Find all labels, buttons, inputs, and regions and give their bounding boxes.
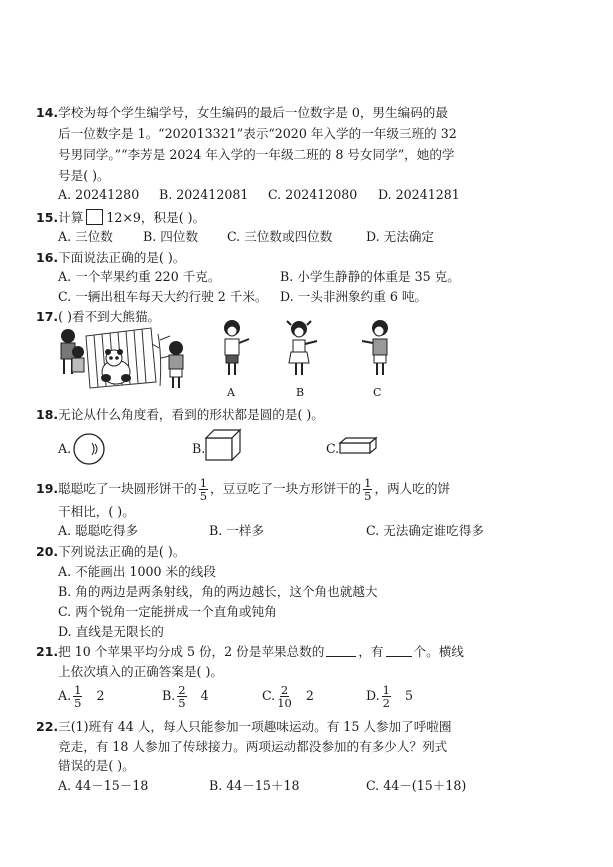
q19-option-b[interactable]: B. 一样多 [209,523,265,538]
q14-number: 14. [36,105,59,120]
q14-line3: 号男同学。”“李芳是 2024 年入学的一年级二班的 8 号女同学”，她的学 [58,147,455,162]
q22-option-a[interactable]: A. 44－15－18 [58,778,149,793]
q14-option-d[interactable]: D. 20241281 [378,187,460,202]
q14-option-c[interactable]: C. 202412080 [268,187,358,202]
q16-number: 16. [36,250,59,265]
q17-label-a: A [227,386,235,399]
q22-option-b[interactable]: B. 44－15＋18 [209,778,300,793]
q19-line1: 19.聪聪吃了一块圆形饼干的 $\frac{1}{5}$ ，豆豆吃了一块方形饼干的 $\frac{1}{5}$ ，两人吃的饼 [36,476,451,503]
fraction-one-fifth: $\frac{1}{5}$ [199,476,208,503]
fraction-one-fifth: $\frac{1}{5}$ [364,476,372,503]
q20-option-c[interactable]: C. 两个锐角一定能拼成一个直角或钝角 [58,604,277,619]
q22-number: 22. [36,719,59,734]
q14-line1: 14.学校为每个学生编学号，女生编码的最后一位数字是 0，男生编码的最 [36,105,448,120]
q18-number: 18. [36,407,59,422]
fraction: $\frac{2}{5}$ [178,683,186,710]
q20-number: 20. [36,544,59,559]
q17-label-c: C [373,386,382,399]
q20-option-d[interactable]: D. 直线是无限长的 [58,624,164,639]
child-a-illustration [212,319,252,379]
q22-line3: 错误的是( )。 [58,758,135,773]
q18-label-a[interactable]: A. [58,441,72,456]
child-c-illustration [358,319,398,379]
q14-option-a[interactable]: A. 20241280 [58,187,140,202]
child-b-illustration [281,319,321,379]
q21-option-c[interactable]: C. $\frac{2}{10}$ 2 [262,683,314,710]
q15-option-d[interactable]: D. 无法确定 [366,229,435,244]
q22-line2: 竞走，有 18 人参加了传球接力。两项运动都没参加的有多少人？列式 [58,739,448,754]
cuboid-icon [338,437,378,455]
cube-icon [204,428,242,462]
fraction: $\frac{1}{2}$ [382,683,390,710]
q15-option-b[interactable]: B. 四位数 [143,229,199,244]
q18-line1: 18.无论从什么角度看，看到的形状都是圆的是( )。 [36,407,324,422]
q17-label-b: B [296,386,305,399]
q18-label-c[interactable]: C. [326,441,340,456]
q22-line1: 22.三(1)班有 44 人，每人只能参加一项趣味运动。有 15 人参加了呼啦圈 [36,719,452,734]
q15-option-a[interactable]: A. 三位数 [58,229,113,244]
q22-option-c[interactable]: C. 44－(15＋18) [366,778,467,793]
q21-option-a[interactable]: A. $\frac{1}{5}$ 2 [58,683,105,710]
q16-line1: 16.下面说法正确的是( )。 [36,250,186,265]
q15-number: 15. [36,210,59,225]
q17-line1: 17.( )看不到大熊猫。 [36,309,161,324]
q21-number: 21. [36,644,59,659]
q15-option-c[interactable]: C. 三位数或四位数 [227,229,333,244]
q19-number: 19. [36,481,59,496]
q16-option-d[interactable]: D. 一头非洲象约重 6 吨。 [280,289,428,304]
q21-line1: 21.把 10 个苹果平均分成 5 份，2 份是苹果总数的 ，有 个。横线 [36,644,464,659]
q14-option-b[interactable]: B. 202412081 [159,187,249,202]
blank-box-icon [86,209,103,225]
sphere-icon [72,432,106,466]
panda-behind-fence-illustration [46,326,196,392]
q20-option-a[interactable]: A. 不能画出 1000 米的线段 [58,564,216,579]
answer-blank-1[interactable] [326,644,356,657]
q16-option-b[interactable]: B. 小学生静静的体重是 35 克。 [280,269,460,284]
q19-line2: 干相比，( )。 [58,504,135,519]
q14-line4: 号是( )。 [58,168,110,183]
q21-option-b[interactable]: B. $\frac{2}{5}$ 4 [162,683,209,710]
q18-label-b[interactable]: B. [192,441,206,456]
q21-line2: 上依次填入的正确答案是( )。 [58,664,223,679]
q19-option-a[interactable]: A. 聪聪吃得多 [58,523,139,538]
q19-option-c[interactable]: C. 无法确定谁吃得多 [366,523,484,538]
fraction: $\frac{1}{5}$ [74,683,82,710]
fraction: $\frac{2}{10}$ [277,683,292,710]
q20-option-b[interactable]: B. 角的两边是两条射线，角的两边越长，这个角也就越大 [58,584,378,599]
answer-blank-2[interactable] [386,644,412,657]
q15-line1: 15.计算 12×9，积是( )。 [36,210,206,225]
q16-option-a[interactable]: A. 一个苹果约重 220 千克。 [58,269,221,284]
q20-line1: 20.下列说法正确的是( )。 [36,544,186,559]
q16-option-c[interactable]: C. 一辆出租车每天大约行驶 2 千米。 [58,289,268,304]
q21-option-d[interactable]: D. $\frac{1}{2}$ 5 [366,683,414,710]
q14-line2: 后一位数字是 1。“202013321”表示“2020 年入学的一年级三班的 32 [58,126,457,141]
q17-number: 17. [36,309,59,324]
